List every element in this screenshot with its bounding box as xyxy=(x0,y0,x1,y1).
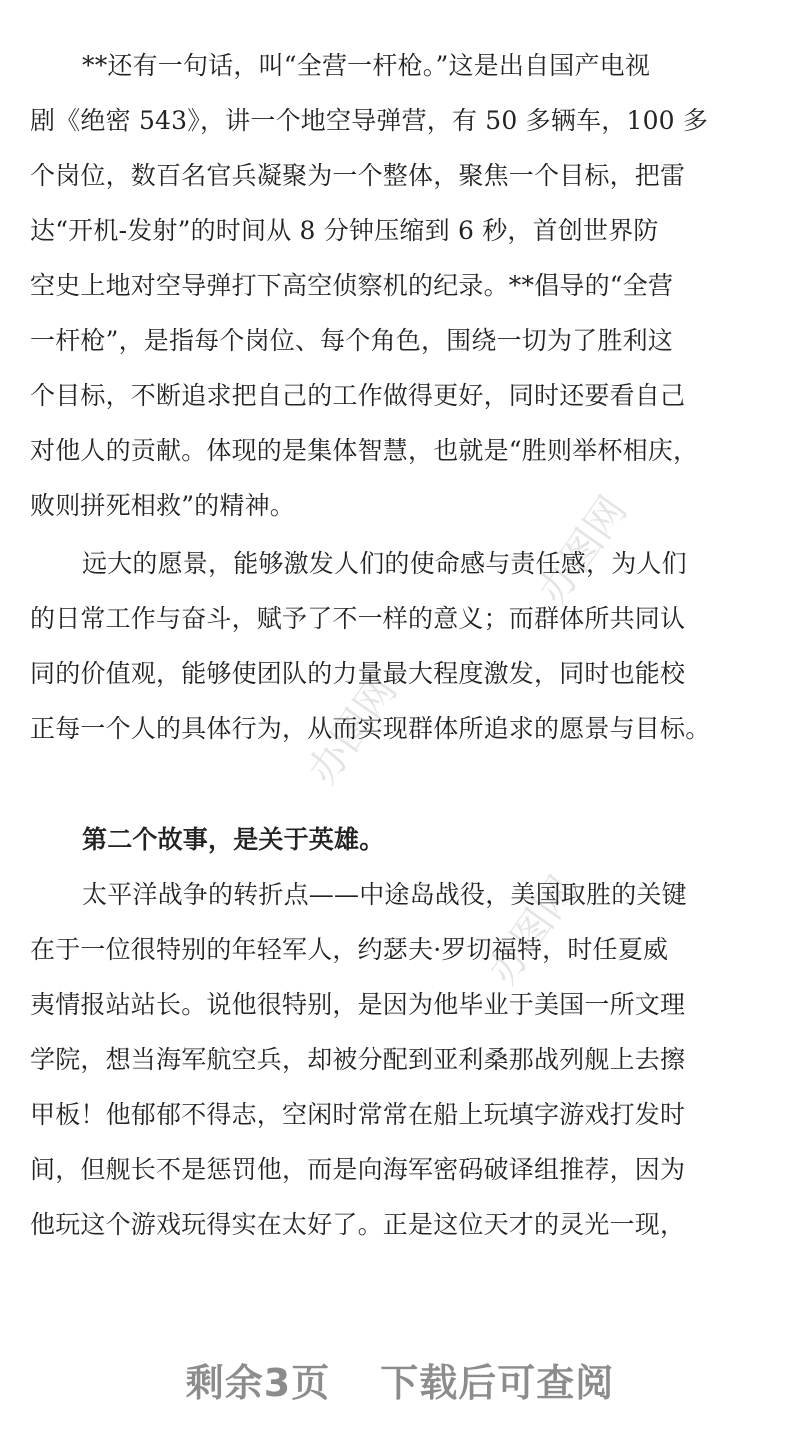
paragraph-line: 剧《绝密 543》，讲一个地空导弹营，有 50 多辆车，100 多 xyxy=(30,106,709,135)
paragraph-line: 达“开机-发射”的时间从 8 分钟压缩到 6 秒，首创世界防 xyxy=(30,216,659,245)
watermark-logo: 办图网 xyxy=(479,868,587,993)
watermark-logo: 办图网 xyxy=(529,488,637,613)
paragraph-line: 个岗位，数百名官兵凝聚为一个整体，聚焦一个目标，把雷 xyxy=(30,161,686,190)
paragraph-line: 正每一个人的具体行为，从而实现群体所追求的愿景与目标。 xyxy=(30,714,711,743)
paragraph-line: 的日常工作与奋斗，赋予了不一样的意义；而群体所共同认 xyxy=(30,604,686,633)
paragraph-line: 一杆枪”，是指每个岗位、每个角色，围绕一切为了胜利这 xyxy=(30,326,673,355)
paragraph-line: 败则拼死相救”的精神。 xyxy=(30,491,295,520)
watermark-logo: 办图网 xyxy=(299,668,407,793)
remaining-pages-label: 剩余3页 xyxy=(185,1361,331,1405)
paragraph-line: 同的价值观，能够使团队的力量最大程度激发，同时也能校 xyxy=(30,659,686,688)
section-heading: 第二个故事，是关于英雄。 xyxy=(82,825,385,854)
paragraph-line: 太平洋战争的转折点——中途岛战役，美国取胜的关键 xyxy=(82,880,687,909)
download-prompt[interactable] xyxy=(0,1352,800,1407)
paragraph-line: 空史上地对空导弹打下高空侦察机的纪录。**倡导的“全营 xyxy=(30,271,674,300)
paragraph-line: 甲板！他郁郁不得志，空闲时常常在船上玩填字游戏打发时 xyxy=(30,1100,686,1129)
paragraph-line: 在于一位很特别的年轻军人，约瑟夫·罗切福特，时任夏威 xyxy=(30,935,669,964)
paragraph-line: 远大的愿景，能够激发人们的使命感与责任感，为人们 xyxy=(82,549,687,578)
paragraph-line: **还有一句话，叫“全营一杆枪。”这是出自国产电视 xyxy=(82,51,651,80)
paragraph-line: 学院，想当海军航空兵，却被分配到亚利桑那战列舰上去擦 xyxy=(30,1045,686,1074)
paragraph-line: 个目标，不断追求把自己的工作做得更好，同时还要看自己 xyxy=(30,381,686,410)
download-to-view-label: 下载后可查阅 xyxy=(380,1361,615,1405)
paragraph-line: 对他人的贡献。体现的是集体智慧，也就是“胜则举杯相庆， xyxy=(30,436,699,465)
paragraph-line: 夷情报站站长。说他很特别，是因为他毕业于美国一所文理 xyxy=(30,990,686,1019)
paragraph-line: 间，但舰长不是惩罚他，而是向海军密码破译组推荐，因为 xyxy=(30,1155,686,1184)
paragraph-line: 他玩这个游戏玩得实在太好了。正是这位天才的灵光一现， xyxy=(30,1210,686,1239)
